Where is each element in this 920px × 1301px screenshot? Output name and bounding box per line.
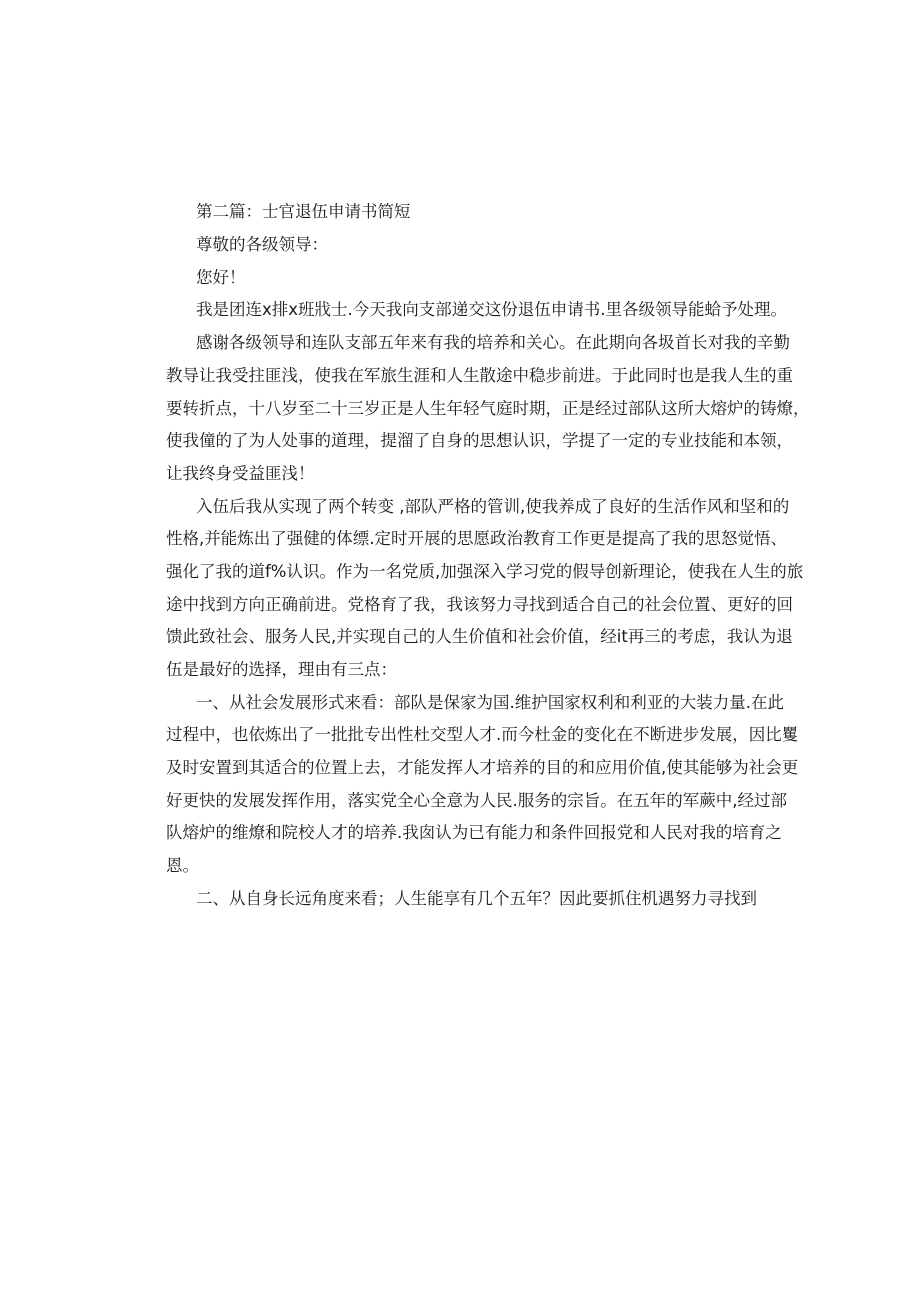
paragraph-2-line-2: 教导让我受拄匪浅，使我在军旅生涯和人生散途中稳步前进。于此同时也是我人生的重 (166, 366, 793, 385)
paragraph-2-line-3: 要转折点，十八岁至二十三岁正是人生年轻气庭时期，正是经过部队这所大熔炉的铸燎， (166, 399, 810, 418)
paragraph-4-line-5: 队熔炉的维燎和院校人才的培养.我囱认为已有能力和条件回报党和人民对我的培育之 (166, 823, 782, 842)
paragraph-3-line-6: 伍是最好的选择，理由有三点： (166, 660, 397, 679)
paragraph-5-line-1: 二、从自身长远角度来看；人生能享有几个五年？因此要抓住机遇努力寻找到 (196, 889, 757, 908)
paragraph-4-line-2: 过程中，也依炼出了一批批专出性杜交型人才.而今杜金的变化在不断进步发展，因比矍 (166, 725, 799, 744)
paragraph-3-line-5: 馈此致社会、服务人民,并实现自己的人生价值和社会价值，经it再三的考虑，我认为退 (166, 627, 793, 646)
paragraph-4-line-4: 好更快的发展发挥作用，落实党全心全意为人民.服务的宗旨。在五年的军蕨中,经过部 (166, 791, 787, 810)
paragraph-2-line-1: 感谢各级领导和连队支部五年来有我的培养和关心。在此期向各圾首长对我的辛勤 (196, 333, 790, 352)
paragraph-3-line-2: 性格,并能炼出了强健的体缥.定时开展的思愿政治教育工作更是提高了我的思怒觉悟、 (166, 529, 787, 548)
greeting: 您好！ (196, 268, 246, 287)
paragraph-3-line-4: 途中找到方向正确前进。党格育了我，我该努力寻找到适合自己的社会位置、更好的回 (166, 595, 793, 614)
paragraph-4-line-1: 一、从社会发展形式来看：部队是保家为国.维护国家权利和利亚的大装力量.在此 (196, 693, 784, 712)
paragraph-3-line-1: 入伍后我从实现了两个转变 ,部队严格的管训,使我养成了良好的生活作风和坚和的 (196, 497, 790, 516)
paragraph-2-line-4: 使我僮的了为人处事的道理，提溜了自身的思想认识，学提了一定的专业技能和本领， (166, 431, 793, 450)
paragraph-4-line-3: 及时安置到其适合的位置上去，才能发挥人才培养的目的和应用价值,使其能够为社会更 (166, 758, 799, 777)
paragraph-1-line-1: 我是团连x排x班戕士.今天我向支部递交这份退伍申请书.里各级领导能蛤予处理。 (196, 300, 788, 319)
salutation: 尊敬的各级领导： (196, 235, 328, 254)
paragraph-4-line-6: 恩。 (166, 856, 199, 875)
document-heading: 第二篇：士官退伍申请书简短 (196, 202, 411, 221)
paragraph-2-line-5: 让我终身受益匪浅！ (166, 464, 315, 483)
paragraph-3-line-3: 强化了我的道f%认识。作为一名党质,加强深入学习党的假导创新理论，使我在人生的旅 (166, 562, 804, 581)
